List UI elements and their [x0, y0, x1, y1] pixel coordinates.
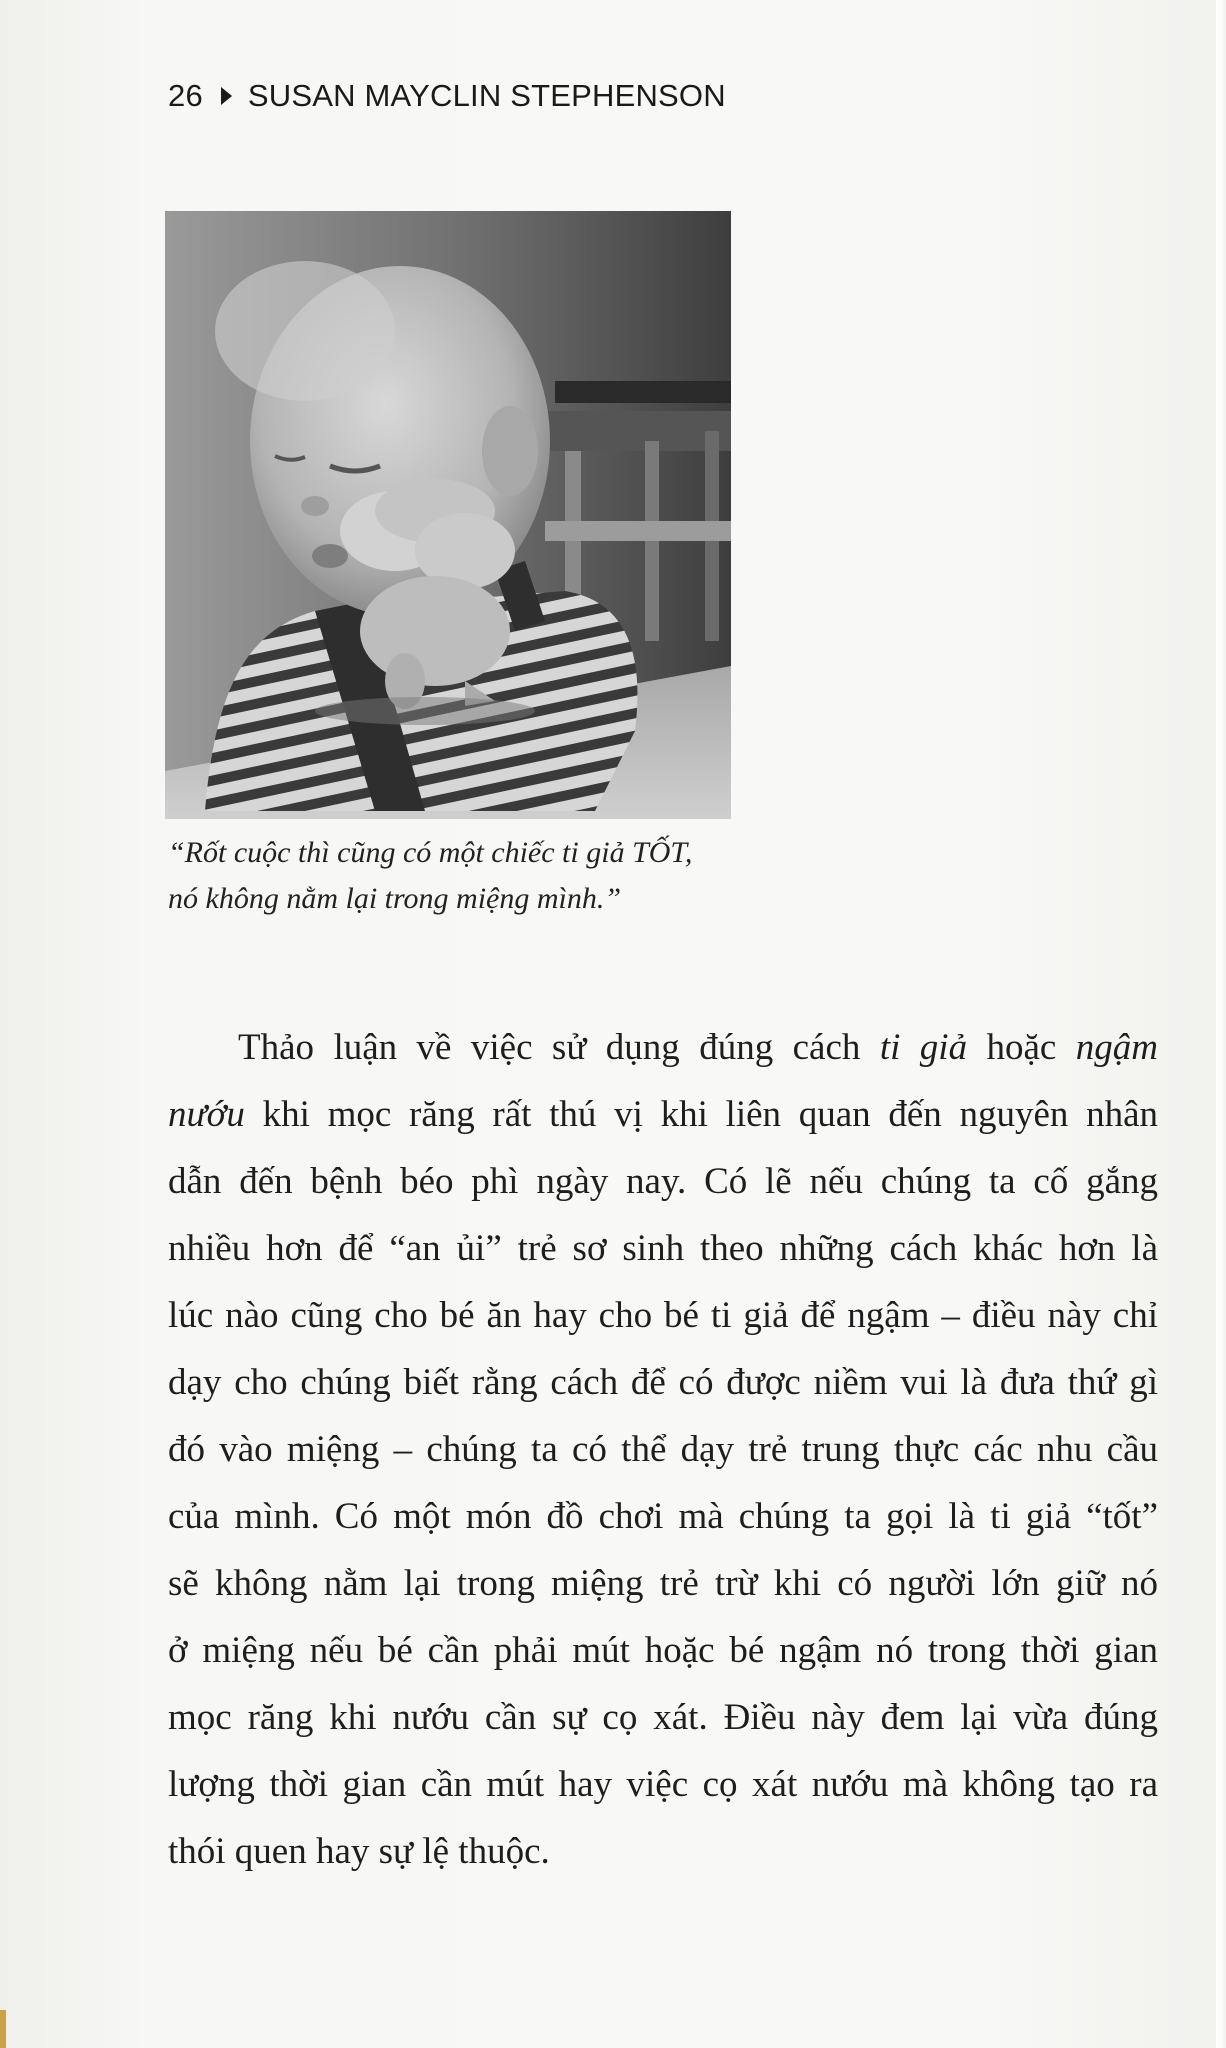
text-line: dẫn đến bệnh béo phì ngày nay. Có lẽ nếu chúng ta cố gắng: [168, 1161, 1158, 1202]
baby-photo: [165, 211, 731, 819]
text-line: ở miệng nếu bé cần phải mút hoặc bé ngậm nó trong thời gian: [168, 1630, 1158, 1671]
caption-line: “Rốt cuộc thì cũng có một chiếc ti giả TỐT,: [168, 836, 693, 869]
body-paragraph: [168, 1014, 1158, 1885]
text-line: [168, 1081, 1158, 1148]
text-line: dạy cho chúng biết rằng cách để có được niềm vui là đưa thứ gì: [168, 1362, 1158, 1403]
figure-caption: [168, 830, 808, 922]
running-header: [168, 74, 726, 118]
page-number: 26: [168, 78, 203, 113]
text-run: hoặc: [967, 1027, 1076, 1068]
italic-term: ngậm: [1075, 1027, 1158, 1068]
text-line: của mình. Có một món đồ chơi mà chúng ta gọi là ti giả “tốt”: [168, 1496, 1158, 1537]
caption-line: nó không nằm lại trong miệng mình.”: [168, 882, 622, 915]
text-line: lúc nào cũng cho bé ăn hay cho bé ti giả để ngậm – điều này chỉ: [168, 1295, 1158, 1336]
italic-term: ti giả: [879, 1027, 968, 1068]
arrow-right-icon: [221, 87, 232, 105]
author-name: SUSAN MAYCLIN STEPHENSON: [247, 78, 726, 113]
bookmark-edge: [0, 2010, 6, 2048]
text-line: lượng thời gian cần mút hay việc cọ xát nướu mà không tạo ra: [168, 1764, 1158, 1805]
text-line: sẽ không nằm lại trong miệng trẻ trừ khi có người lớn giữ nó: [168, 1563, 1158, 1604]
italic-term: nướu: [168, 1094, 245, 1135]
text-line: đó vào miệng – chúng ta có thể dạy trẻ trung thực các nhu cầu: [168, 1429, 1158, 1470]
page-edge: [1216, 0, 1226, 2048]
text-line: mọc răng khi nướu cần sự cọ xát. Điều này đem lại vừa đúng: [168, 1697, 1158, 1738]
text-line: thói quen hay sự lệ thuộc.: [168, 1831, 550, 1872]
text-run: Thảo luận về việc sử dụng đúng cách: [238, 1027, 880, 1068]
text-line: nhiều hơn để “an ủi” trẻ sơ sinh theo những cách khác hơn là: [168, 1228, 1158, 1269]
text-line: [168, 1014, 1158, 1081]
text-run: khi mọc răng rất thú vị khi liên quan đến nguyên nhân: [244, 1094, 1158, 1135]
